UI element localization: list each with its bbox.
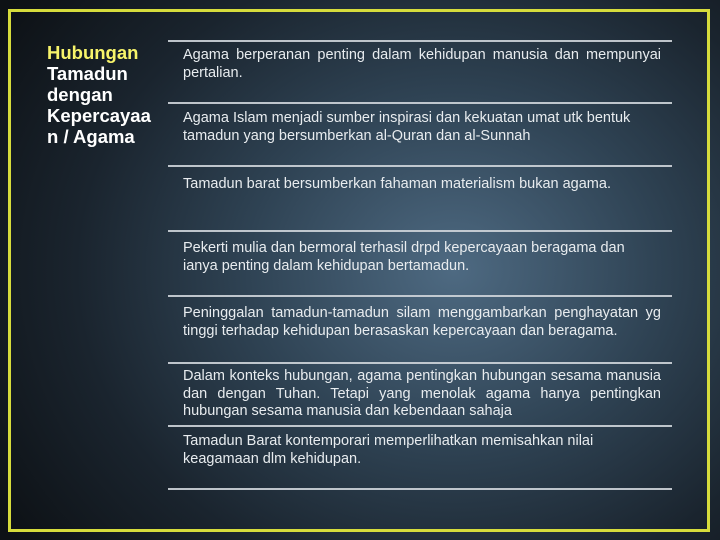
row-divider bbox=[168, 102, 672, 104]
slide-title bbox=[47, 42, 177, 147]
row-divider bbox=[168, 40, 672, 42]
table-cell bbox=[183, 433, 661, 468]
cell-text: Dalam konteks hubungan, agama pentingkan hubungan sesama manusia dan dengan Tuhan. Tetapi yang menolak agama hanya pentingkan hubungan sesama manusia dan kebendaan sahaja bbox=[183, 368, 661, 419]
cell-text: Tamadun Barat kontemporari memperlihatkan memisahkan nilai keagamaan dlm kehidupan. bbox=[183, 433, 594, 467]
table-cell bbox=[183, 240, 661, 275]
cell-text: Tamadun barat bersumberkan fahaman materialism bukan agama. bbox=[183, 176, 611, 192]
table-cell bbox=[183, 176, 661, 194]
cell-text: Agama Islam menjadi sumber inspirasi dan kekuatan umat utk bentuk tamadun yang bersumberkan al-Quran dan al-Sunnah bbox=[183, 110, 631, 144]
cell-text: Pekerti mulia dan bermoral terhasil drpd kepercayaan beragama dan ianya penting dalam kehidupan bertamadun. bbox=[183, 240, 625, 274]
table-cell bbox=[183, 47, 661, 82]
table-cell bbox=[183, 368, 661, 421]
cell-text: Agama berperanan penting dalam kehidupan manusia dan mempunyai pertalian. bbox=[183, 47, 661, 81]
table-cell bbox=[183, 305, 661, 340]
row-divider bbox=[168, 295, 672, 297]
title-line: n / Agama bbox=[47, 126, 135, 147]
row-divider bbox=[168, 488, 672, 490]
row-divider bbox=[168, 425, 672, 427]
title-line: Kepercayaa bbox=[47, 105, 151, 126]
title-line: dengan bbox=[47, 84, 113, 105]
row-divider bbox=[168, 165, 672, 167]
cell-text: Peninggalan tamadun-tamadun silam menggambarkan penghayatan yg tinggi terhadap kehidupan berasaskan kepercayaan dan beragama. bbox=[183, 305, 661, 339]
title-line: Hubungan bbox=[47, 42, 139, 63]
title-line: Tamadun bbox=[47, 63, 128, 84]
table-cell bbox=[183, 110, 661, 145]
row-divider bbox=[168, 362, 672, 364]
row-divider bbox=[168, 230, 672, 232]
